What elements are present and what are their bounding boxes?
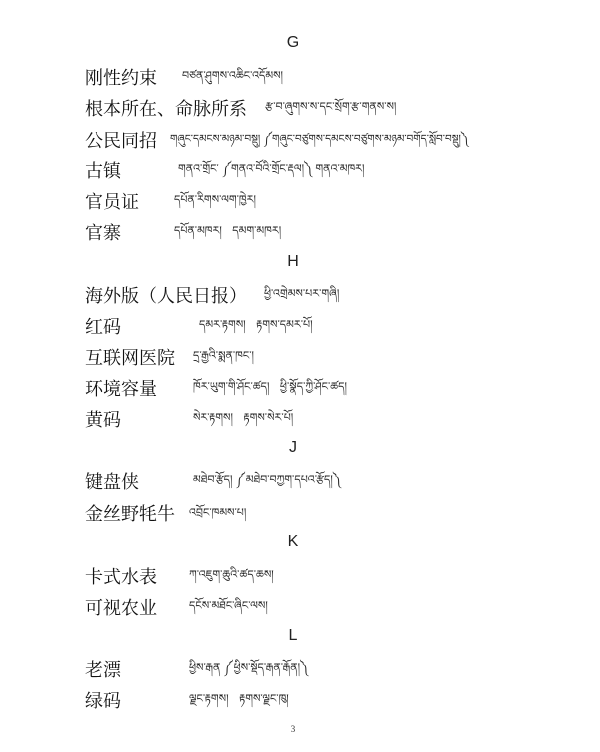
entry-term: 古镇 — [85, 161, 121, 182]
entry-term: 刚性约束 — [85, 68, 157, 89]
entry-term: 官员证 — [85, 192, 139, 213]
entry-translation: རྩ་བ་ཞུགས་ས་དང་སྲོག་རྩ་གནས་ས། — [265, 100, 397, 113]
entry-term: 绿码 — [85, 691, 121, 712]
entry-term: 老漂 — [85, 660, 121, 681]
entry-term: 黄码 — [85, 410, 121, 431]
section-letter-j: J — [289, 439, 297, 456]
entry-term: 可视农业 — [85, 598, 157, 619]
section-letter-h: H — [287, 253, 299, 270]
entry-translation: འབྲོང་ཁམས་པ། — [189, 506, 247, 519]
entry-translation: དཔོན་མཁར། དམག་མཁར། — [174, 224, 282, 237]
section-letter-k: K — [287, 533, 299, 550]
page-number: 3 — [290, 724, 296, 734]
entry-term: 卡式水表 — [85, 567, 157, 588]
entry-term: 海外版（人民日报） — [85, 286, 247, 307]
entry-term: 金丝野牦牛 — [85, 504, 175, 525]
entry-term: 键盘侠 — [85, 472, 139, 493]
entry-translation: བཙན་ཤུགས་འཆིང་འདོམས། — [182, 69, 284, 82]
entry-translation: ཀ་འཇུག་ཆུའི་ཚད་ཆས། — [189, 568, 274, 581]
entry-translation: དངོས་མཐོང་ཞིང་ལས། — [189, 599, 268, 612]
section-letter-l: L — [288, 627, 298, 644]
entry-translation: དྲ་རྒྱའི་སྨན་ཁང་། — [193, 349, 254, 362]
entry-term: 公民同招 — [85, 131, 157, 152]
entry-translation: ཁོར་ཡུག་གི་ཤོང་ཚད། ཕྱི་སྣོད་ཀྱི་ཤོང་ཚད། — [193, 380, 347, 393]
entry-term: 官寨 — [85, 223, 121, 244]
entry-term: 红码 — [85, 317, 121, 338]
entry-translation: གནའ་གྲོང་ ༼གནའ་བོའི་གྲོང་རྡལ།༽ གནའ་མཁར། — [178, 162, 365, 175]
entry-translation: དམར་རྟགས། རྟགས་དམར་པོ། — [199, 318, 313, 331]
entry-term: 根本所在、命脉所系 — [85, 99, 247, 120]
entry-translation: ཕྱིས་རྒན ༼ཕྱིས་སྡོད་རྒན་རྒོན།༽ — [189, 661, 308, 674]
entry-translation: མཐེབ་རྩོད། ༼མཐེབ་བཀྱག་དཔའ་རྩོད།༽ — [193, 473, 341, 486]
entry-translation: དཔོན་རིགས་ལག་ཁྱེར། — [174, 193, 256, 206]
entry-term: 环境容量 — [85, 379, 157, 400]
entry-translation: སེར་རྟགས། རྟགས་སེར་པོ། — [193, 411, 294, 424]
entry-translation: ལྗང་རྟགས། རྟགས་ལྗང་ཁུ། — [189, 692, 289, 705]
entry-translation: གཞུང་དམངས་མཉམ་བསྡུ། ༼གཞུང་བཙུགས་དམངས་བཙུགས་མཉམ་བགོད་སློབ་བསྡུ།༽ — [170, 133, 469, 145]
section-letter-g: G — [286, 34, 300, 51]
entry-term: 互联网医院 — [85, 348, 175, 369]
entry-translation: ཕྱི་འགྲེམས་པར་གཞི། — [264, 287, 340, 300]
